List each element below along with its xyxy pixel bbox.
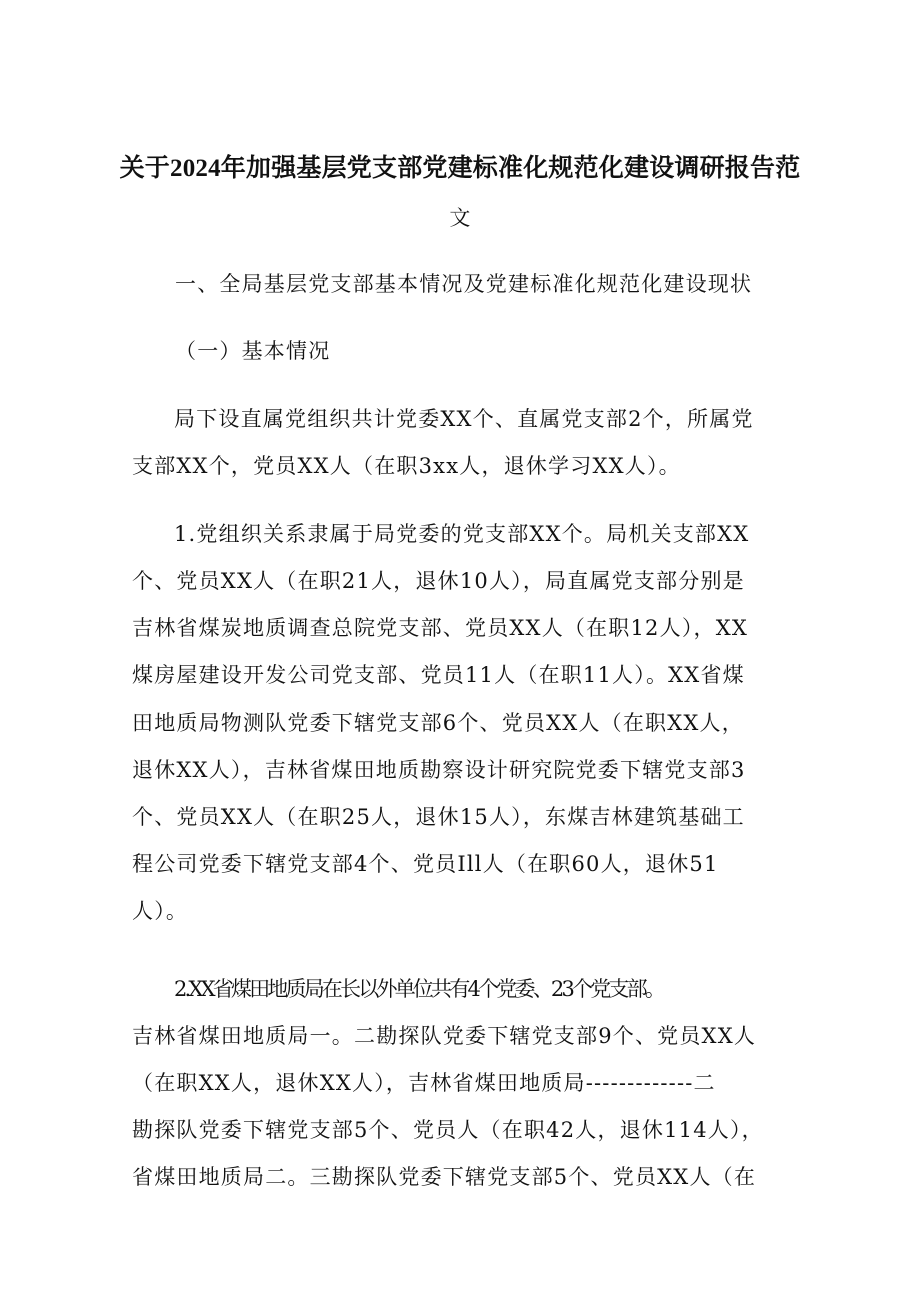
section-heading: 一、全局基层党支部基本情况及党建标准化规范化建设现状 bbox=[175, 272, 753, 296]
paragraph-2-line-8: 程公司党委下辖党支部4个、党员Ill人（在职60人，退休51 bbox=[132, 852, 719, 876]
paragraph-3-line-4: 勘探队党委下辖党支部5个、党员人（在职42人，退休114人）， bbox=[132, 1118, 764, 1142]
paragraph-1-line-2: 支部XX个，党员XX人（在职3xx人，退休学习XX人）。 bbox=[132, 454, 681, 478]
paragraph-2-line-2: 个、党员XX人（在职21人，退休10人），局直属党支部分别是 bbox=[132, 569, 745, 593]
paragraph-3-line-5: 省煤田地质局二。三勘探队党委下辖党支部5个、党员XX人（在 bbox=[132, 1165, 757, 1189]
paragraph-2-line-9: 人）。 bbox=[132, 899, 189, 923]
document-title-line-1: 关于2024年加强基层党支部党建标准化规范化建设调研报告范 bbox=[119, 155, 801, 182]
paragraph-2-line-5: 田地质局物测队党委下辖党支部6个、党员XX人（在职XX人， bbox=[132, 711, 744, 735]
paragraph-2-line-7: 个、党员XX人（在职25人，退休15人），东煤吉林建筑基础工 bbox=[132, 805, 745, 829]
document-title-line-2: 文 bbox=[449, 206, 471, 230]
paragraph-2-line-6: 退休XX人），吉林省煤田地质勘察设计研究院党委下辖党支部3 bbox=[132, 758, 746, 782]
subsection-heading: （一）基本情况 bbox=[175, 339, 331, 363]
paragraph-2-line-1: 1.党组织关系隶属于局党委的党支部XX个。局机关支部XX bbox=[174, 522, 750, 546]
paragraph-2-line-4: 煤房屋建设开发公司党支部、党员11人（在职11人）。XX省煤 bbox=[132, 663, 745, 687]
paragraph-3-line-2: 吉林省煤田地质局一。二勘探队党委下辖党支部9个、党员XX人 bbox=[132, 1024, 757, 1048]
paragraph-3-line-3: （在职XX人，退休XX人），吉林省煤田地质局-------------二 bbox=[132, 1071, 716, 1095]
paragraph-1-line-1: 局下设直属党组织共计党委XX个、直属党支部2个，所属党 bbox=[174, 407, 754, 431]
paragraph-3-line-1: 2.XX省煤田地质局在长以外单位共有4个党委、23个党支部。 bbox=[174, 977, 664, 1001]
paragraph-2-line-3: 吉林省煤炭地质调查总院党支部、党员XX人（在职12人），XX bbox=[132, 616, 749, 640]
